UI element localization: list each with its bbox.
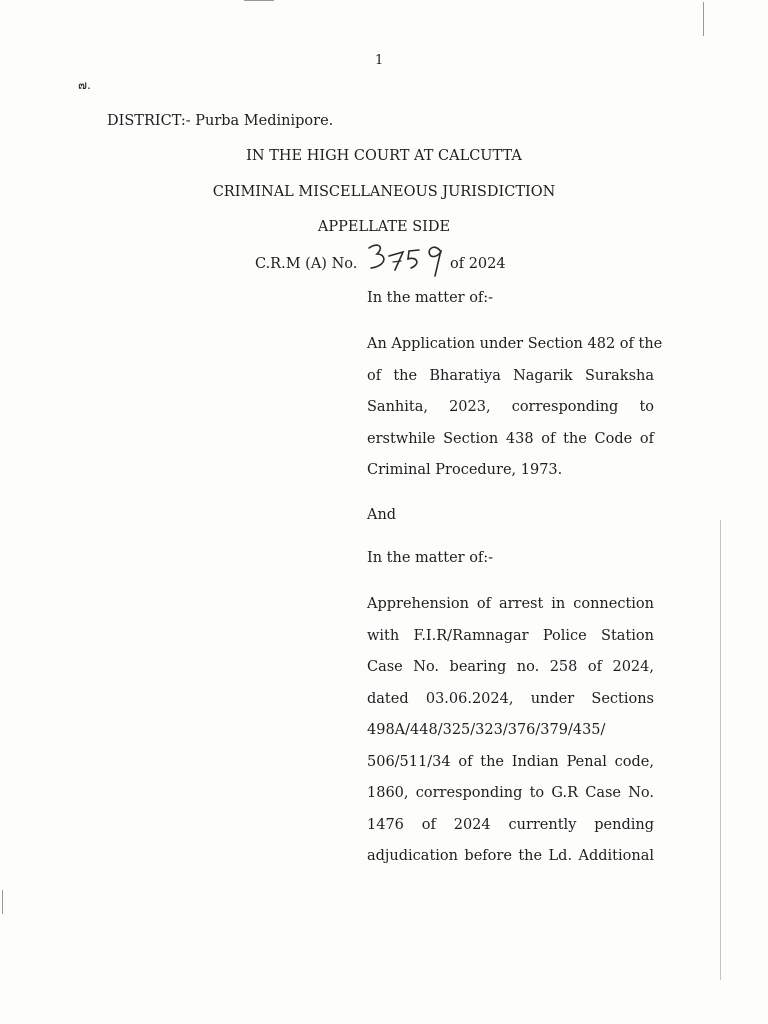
apprehension-line: 498A/448/325/323/376/379/435/: [367, 722, 606, 738]
application-paragraph: [367, 334, 663, 492]
jurisdiction-title: CRIMINAL MISCELLANEOUS JURISDICTION: [212, 184, 556, 200]
matter-heading-2: In the matter of:-: [367, 550, 494, 566]
matter-heading-1: In the matter of:-: [367, 290, 494, 306]
side-title: APPELLATE SIDE: [317, 219, 451, 235]
application-line: Criminal Procedure, 1973.: [367, 462, 563, 478]
corner-mark: ๗.: [78, 78, 91, 92]
apprehension-line: adjudication before the Ld. Additional: [367, 848, 654, 864]
page-number: 1: [375, 53, 384, 68]
case-number-suffix: of 2024: [450, 256, 506, 272]
and-text: And: [367, 507, 397, 523]
case-number-prefix: C.R.M (A) No.: [255, 256, 358, 272]
apprehension-line: 1860, corresponding to G.R Case No.: [367, 785, 654, 801]
apprehension-line: 1476 of 2024 currently pending: [367, 816, 654, 833]
apprehension-line: Apprehension of arrest in connection: [367, 596, 654, 612]
scan-artifact-right-top: [703, 2, 704, 36]
scan-artifact-top: [244, 0, 274, 1]
application-line: An Application under Section 482 of the: [367, 336, 663, 352]
application-line: Sanhita, 2023, corresponding to: [367, 399, 654, 415]
court-title: IN THE HIGH COURT AT CALCUTTA: [246, 148, 522, 164]
scan-artifact-right-edge: [720, 520, 721, 980]
apprehension-line: 506/511/34 of the Indian Penal code,: [367, 753, 654, 770]
handwritten-case-number: [365, 240, 445, 280]
apprehension-line: with F.I.R/Ramnagar Police Station: [367, 627, 654, 644]
application-line: erstwhile Section 438 of the Code of: [367, 430, 654, 447]
application-line: of the Bharatiya Nagarik Suraksha: [367, 367, 654, 384]
apprehension-line: Case No. bearing no. 258 of 2024,: [367, 659, 654, 675]
apprehension-line: dated 03.06.2024, under Sections: [367, 690, 654, 707]
district-line: DISTRICT:- Purba Medinipore.: [107, 113, 334, 129]
scan-artifact-left-edge: [2, 890, 3, 914]
apprehension-paragraph: [367, 594, 654, 878]
